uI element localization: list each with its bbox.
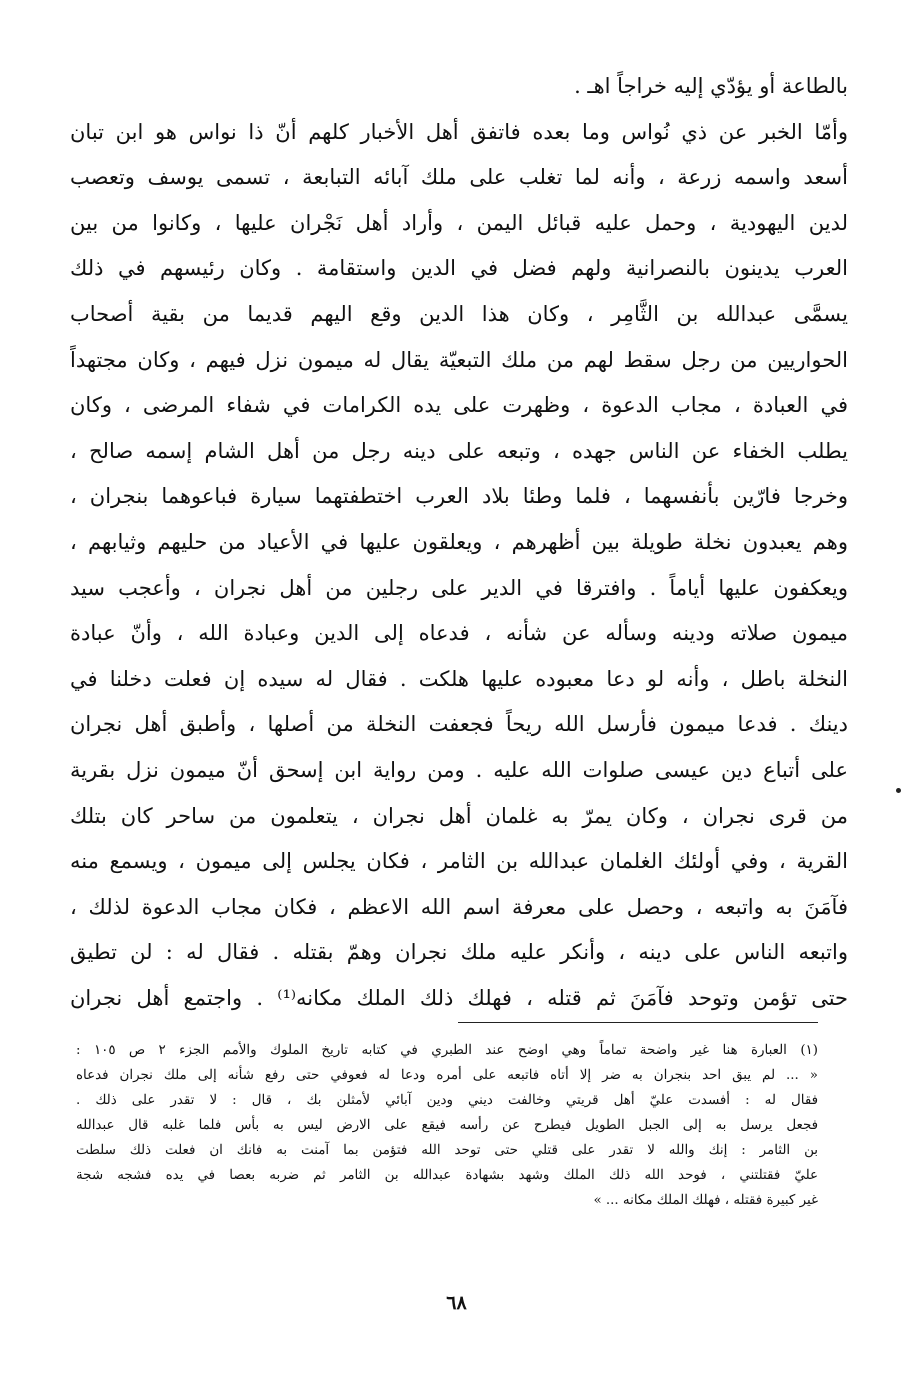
text-line: العرب يدينون بالنصرانية ولهم فضل في الدين واستقامة . وكان رئيسهم في ذلك [70, 256, 848, 281]
text-line: أسعد واسمه زرعة ، وأنه لما تغلب على ملك آبائه التبابعة ، تسمى يوسف وتعصب [70, 165, 848, 190]
text-line: لدين اليهودية ، وحمل عليه قبائل اليمن ، وأراد أهل نَجْران عليها ، وكانوا من بين [70, 210, 848, 235]
text-line: فآمَنَ به واتبعه ، وحصل على معرفة اسم الله الاعظم ، فكان مجاب الدعوة لذلك ، [70, 894, 848, 919]
text-line: على أتباع دين عيسى صلوات الله عليه . ومن رواية ابن إسحق أنّ ميمون نزل بقرية [70, 757, 848, 782]
footnote-line: غير كبيرة فقتله ، فهلك الملك مكانه ... » [593, 1193, 818, 1208]
footnote-line: فجعل يرسل به إلى الجبل الطويل فيطرح عن رأسه فيقع على الارض ليس به بأس فلما غلبه قال عبدالله [76, 1118, 818, 1133]
text-line: ويعكفون عليها أياماً . وافترقا في الدير على رجلين من أهل نجران ، وأعجب سيد [70, 575, 848, 600]
text-line: واتبعه الناس على دينه ، وأنكر عليه ملك نجران وهمّ بقتله . فقال له : لن تطيق [70, 940, 848, 965]
text-line: من قرى نجران ، وكان يمرّ به غلمان أهل نجران ، يتعلمون من ساحر كان بتلك [70, 803, 848, 828]
text-line: في العبادة ، مجاب الدعوة ، وظهرت على يده الكرامات في شفاء المرضى ، وكان [70, 393, 848, 418]
footnote-line: بن الثامر : إنك والله لا تقدر على قتلي حتى توحد الله فتؤمن بما آمنت به فانك ان فعلت ذلك سلطت [76, 1143, 818, 1158]
text-line: وأمّا الخبر عن ذي نُواس وما بعده فاتفق أهل الأخبار كلهم أنّ ذا نواس هو ابن تبان [70, 119, 848, 144]
footnote-line: فقال له : أفسدت عليّ أهل قريتي وخالفت ديني ودين آبائي لأمثلن بك ، قال : لا تقدر على ذلك . [76, 1093, 818, 1108]
text-line: يسمَّى عبدالله بن الثَّامِر ، وكان هذا الدين وقع اليهم قديما من بقية أصحاب [70, 301, 848, 326]
text-line: النخلة باطل ، وأنه لو دعا معبوده عليها هلكت . فقال له سيده إن فعلت دخلنا في [70, 666, 848, 691]
footnote-line: عليّ فقتلتني ، فوحد الله ذلك الملك وشهد بشهادة عبدالله بن الثامر ثم ضربه بعصا في يده فشجه شجة [76, 1168, 818, 1183]
footnotes [76, 1038, 818, 1213]
text-line: وهم يعبدون نخلة طويلة بين أظهرهم ، ويعلقون عليها في الأعياد من حليهم وثيابهم ، [70, 529, 848, 554]
text-line: حتى تؤمن وتوحد فآمَنَ ثم قتله ، فهلك ذلك الملك مكانه⁽¹⁾ . واجتمع أهل نجران [70, 985, 848, 1010]
page-number: ٦٨ [446, 1292, 467, 1314]
text-line: ميمون صلاته ودينه وسأله عن شأنه ، فدعاه إلى الدين وعبادة الله ، وأنّ عبادة [70, 621, 848, 646]
text-line: دينك . فدعا ميمون فأرسل الله ريحاً فجعفت النخلة من أصلها ، وأطبق أهل نجران [70, 712, 848, 737]
text-line: بالطاعة أو يؤدّي إليه خراجاً اهـ . [574, 74, 848, 98]
footnote-line: « ... لم يبق احد بنجران به ضر إلا أتاه فاتبعه على أمره ودعا له فعوفي حتى رفع شأنه إلى ملك نجران فدعاه [76, 1068, 818, 1083]
footnote-line: (١) العبارة هنا غير واضحة تماماً وهي اوضح عند الطبري في كتابه تاريخ الملوك والأمم الجزء ٢ ص ١٠٥ : [76, 1043, 818, 1058]
text-line: الحواريين من رجل سقط لهم من ملك التبعيّة يقال له ميمون نزل فيهم ، وكان مجتهداً [70, 347, 848, 372]
main-text [70, 64, 848, 1021]
text-line: القرية ، وفي أولئك الغلمان عبدالله بن الثامر ، فكان يجلس إلى ميمون ، ويسمع منه [70, 849, 848, 874]
scan-speck [896, 788, 901, 793]
footnote-separator [458, 1022, 818, 1023]
text-line: يطلب الخفاء عن الناس جهده ، وتبعه على دينه رجل من أهل الشام إسمه صالح ، [70, 438, 848, 463]
text-line: وخرجا فارّين بأنفسهما ، فلما وطئا بلاد العرب اختطفتهما سيارة فباعوهما بنجران ، [70, 484, 848, 509]
